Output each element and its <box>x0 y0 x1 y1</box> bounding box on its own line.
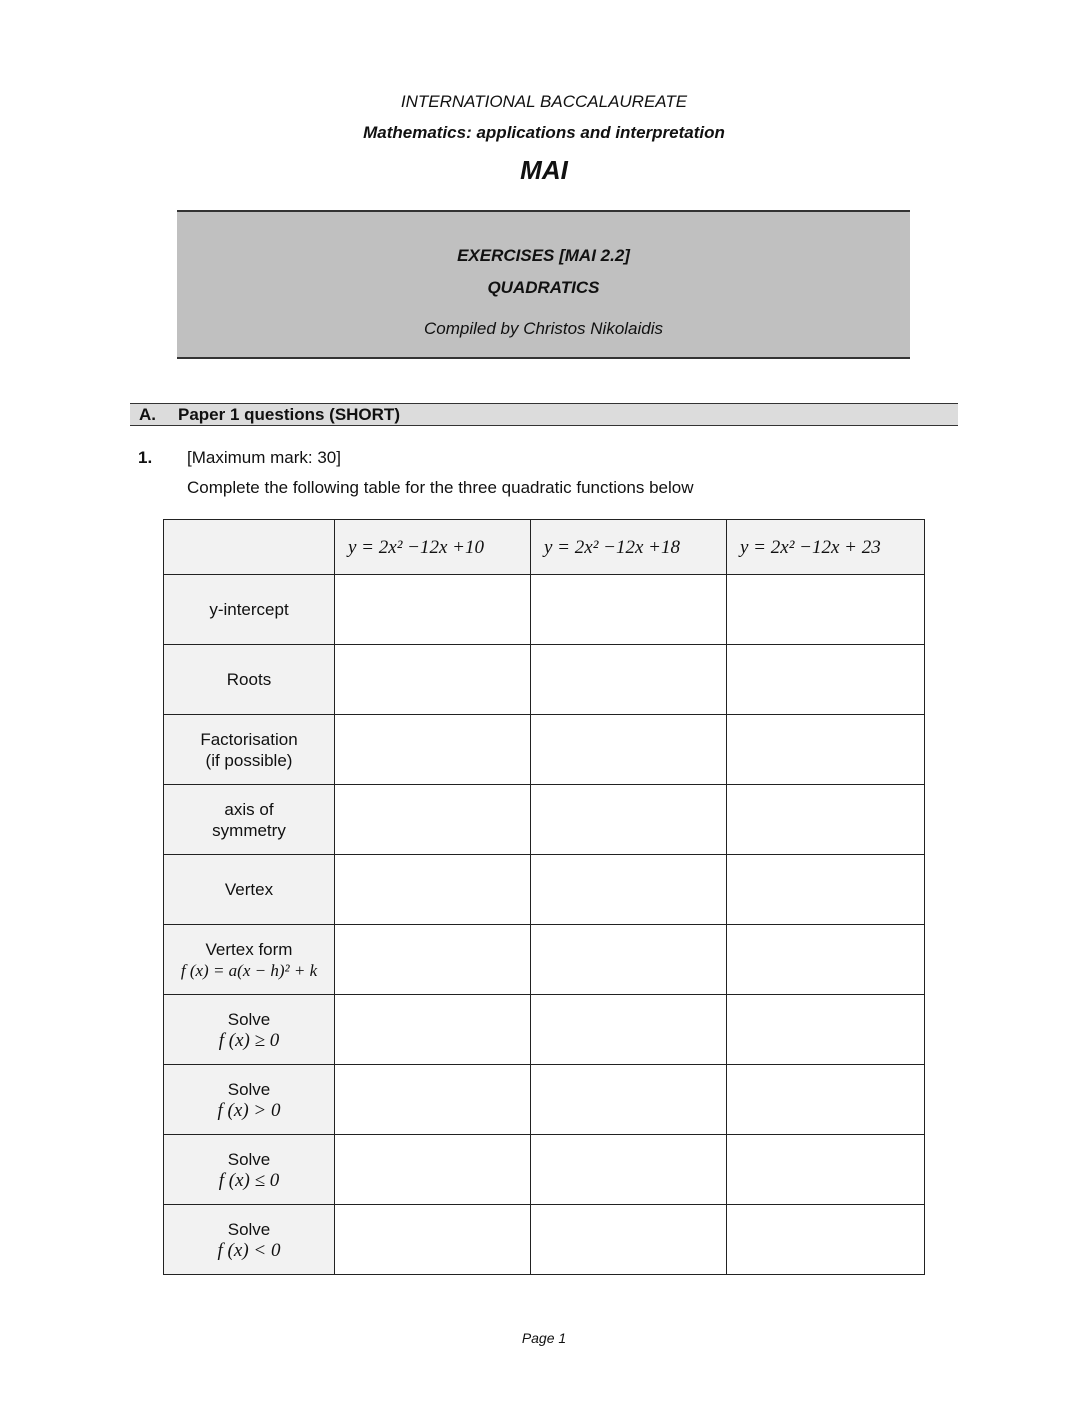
table-row <box>164 1135 925 1205</box>
answer-cell[interactable] <box>335 645 531 715</box>
column-header <box>335 520 531 575</box>
row-label: y-intercept <box>209 600 289 619</box>
exercises-title: EXERCISES [MAI 2.2] <box>457 246 630 265</box>
document-subject: Mathematics: applications and interpretation <box>363 123 725 142</box>
row-label: axis of <box>224 799 274 819</box>
answer-cell[interactable] <box>531 925 727 995</box>
table-header-row <box>164 520 925 575</box>
answer-cell[interactable] <box>531 1065 727 1135</box>
row-label-cell <box>164 1135 335 1205</box>
answer-cell[interactable] <box>335 785 531 855</box>
quadratics-table <box>163 519 925 1275</box>
row-label: Roots <box>226 670 272 689</box>
answer-cell[interactable] <box>335 1135 531 1205</box>
column-header-equation: y = 2x² −12x +10 <box>348 536 484 558</box>
row-label: Vertex <box>224 880 274 899</box>
answer-cell[interactable] <box>727 1205 925 1275</box>
section-letter: A. <box>139 405 156 424</box>
row-label: Solve <box>227 1009 271 1029</box>
row-label: Solve <box>227 1079 271 1099</box>
table-row <box>164 785 925 855</box>
answer-cell[interactable] <box>531 1205 727 1275</box>
question-text: Complete the following table for the three quadratic functions below <box>187 478 694 497</box>
section-header <box>130 403 958 426</box>
answer-cell[interactable] <box>727 645 925 715</box>
row-label-cell <box>164 1065 335 1135</box>
answer-cell[interactable] <box>727 575 925 645</box>
document-code: MAI <box>520 155 568 185</box>
table-row <box>164 1065 925 1135</box>
table-corner-cell <box>164 520 335 575</box>
answer-cell[interactable] <box>531 645 727 715</box>
answer-cell[interactable] <box>335 995 531 1065</box>
table-row <box>164 995 925 1065</box>
table-row <box>164 645 925 715</box>
table-row <box>164 925 925 995</box>
column-header-equation: y = 2x² −12x + 23 <box>740 536 881 558</box>
section-title: Paper 1 questions (SHORT) <box>178 405 400 424</box>
answer-cell[interactable] <box>335 575 531 645</box>
row-label: Solve <box>227 1149 271 1169</box>
row-label-cell <box>164 575 335 645</box>
row-label-cell <box>164 925 335 995</box>
row-label-math: f (x) > 0 <box>217 1099 281 1121</box>
page-number: Page 1 <box>521 1330 567 1346</box>
row-label-cell <box>164 995 335 1065</box>
row-label-cell <box>164 855 335 925</box>
row-label-math: f (x) = a(x − h)² + k <box>180 960 318 980</box>
document-org: INTERNATIONAL BACCALAUREATE <box>400 92 688 111</box>
row-label-secondary: (if possible) <box>205 750 293 770</box>
answer-cell[interactable] <box>335 1205 531 1275</box>
table-row <box>164 715 925 785</box>
column-header <box>531 520 727 575</box>
row-label: Solve <box>227 1219 271 1239</box>
row-label: Factorisation <box>200 729 298 749</box>
answer-cell[interactable] <box>531 855 727 925</box>
answer-cell[interactable] <box>531 785 727 855</box>
answer-cell[interactable] <box>531 575 727 645</box>
exercises-topic: QUADRATICS <box>487 278 600 297</box>
answer-cell[interactable] <box>335 715 531 785</box>
answer-cell[interactable] <box>531 995 727 1065</box>
answer-cell[interactable] <box>335 1065 531 1135</box>
table-row <box>164 575 925 645</box>
row-label-secondary: symmetry <box>212 820 286 840</box>
answer-cell[interactable] <box>727 855 925 925</box>
row-label-cell <box>164 715 335 785</box>
answer-cell[interactable] <box>727 925 925 995</box>
question-marks: [Maximum mark: 30] <box>187 448 341 467</box>
exercises-author: Compiled by Christos Nikolaidis <box>423 319 664 338</box>
table-row <box>164 1205 925 1275</box>
answer-cell[interactable] <box>727 1065 925 1135</box>
answer-cell[interactable] <box>531 715 727 785</box>
answer-cell[interactable] <box>727 785 925 855</box>
answer-cell[interactable] <box>727 715 925 785</box>
row-label-cell <box>164 1205 335 1275</box>
row-label-math: f (x) < 0 <box>217 1239 281 1261</box>
answer-cell[interactable] <box>727 995 925 1065</box>
row-label-cell <box>164 785 335 855</box>
answer-cell[interactable] <box>727 1135 925 1205</box>
row-label-math: f (x) ≥ 0 <box>218 1029 280 1051</box>
question-number: 1. <box>138 448 153 467</box>
row-label-math: f (x) ≤ 0 <box>218 1169 280 1191</box>
row-label-cell <box>164 645 335 715</box>
column-header <box>727 520 925 575</box>
column-header-equation: y = 2x² −12x +18 <box>544 536 680 558</box>
title-box <box>177 210 910 359</box>
row-label: Vertex form <box>205 939 293 959</box>
answer-cell[interactable] <box>531 1135 727 1205</box>
answer-cell[interactable] <box>335 855 531 925</box>
answer-cell[interactable] <box>335 925 531 995</box>
table-row <box>164 855 925 925</box>
